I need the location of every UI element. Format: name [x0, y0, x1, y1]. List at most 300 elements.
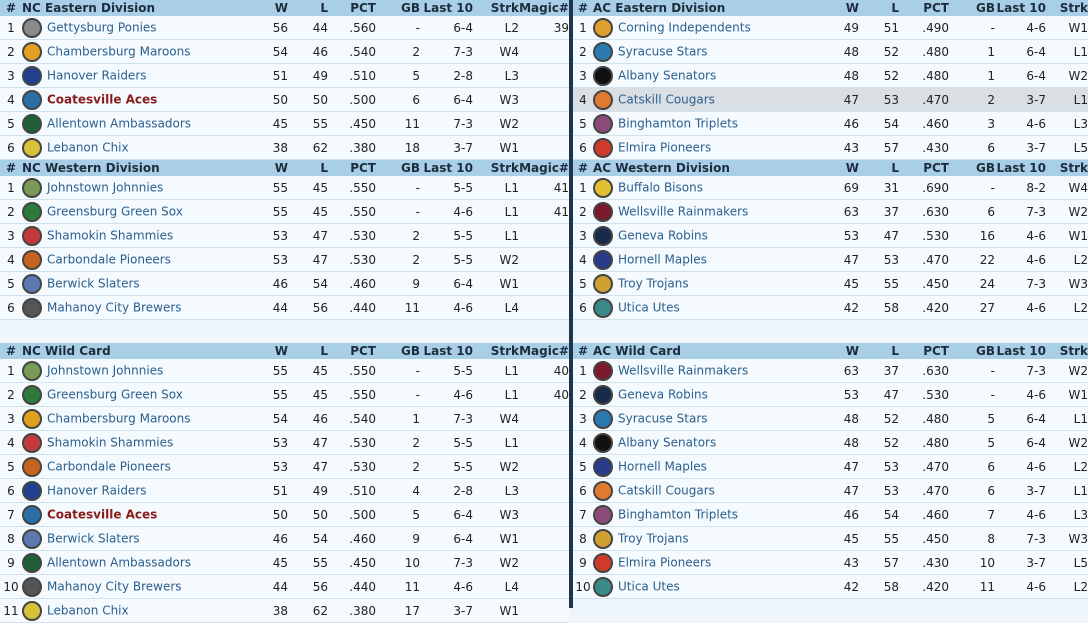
team-name-link[interactable]: Geneva Robins: [618, 228, 708, 242]
team-last10: 3-7: [995, 136, 1046, 160]
team-name-link[interactable]: Johnstown Johnnies: [47, 180, 164, 194]
team-name-link[interactable]: Gettysburg Ponies: [47, 20, 157, 34]
team-games-back: 6: [949, 455, 995, 479]
team-wins: 47: [821, 479, 859, 503]
team-cell: [22, 503, 248, 527]
team-cell: [593, 136, 821, 160]
team-last10: 6-4: [420, 16, 473, 40]
team-wins: 38: [248, 599, 288, 623]
team-row[interactable]: [0, 40, 569, 64]
team-row[interactable]: [0, 503, 569, 527]
team-logo-icon: [22, 433, 42, 453]
team-row[interactable]: [0, 575, 569, 599]
team-name-link[interactable]: Carbondale Pioneers: [47, 459, 171, 473]
team-last10: 4-6: [420, 296, 473, 320]
team-row[interactable]: [573, 527, 1088, 551]
team-rank: 4: [573, 248, 593, 272]
team-row[interactable]: [573, 16, 1088, 40]
team-cell: [22, 64, 248, 88]
team-pct: .460: [899, 112, 949, 136]
team-name-link[interactable]: Berwick Slaters: [47, 276, 140, 290]
team-losses: 51: [859, 16, 899, 40]
team-row[interactable]: [0, 383, 569, 407]
team-last10: 4-6: [995, 455, 1046, 479]
team-cell: [22, 431, 248, 455]
team-pct: .450: [328, 551, 376, 575]
team-rank: 1: [573, 359, 593, 383]
team-cell: [22, 527, 248, 551]
team-row[interactable]: [0, 272, 569, 296]
team-last10: 5-5: [420, 224, 473, 248]
team-cell: [593, 248, 821, 272]
team-name-link[interactable]: Syracuse Stars: [618, 44, 708, 58]
team-name-link[interactable]: Allentown Ambassadors: [47, 555, 192, 569]
team-rank: 6: [0, 136, 22, 160]
team-pct: .480: [899, 64, 949, 88]
team-name-link[interactable]: Lebanon Chix: [47, 603, 129, 617]
team-games-back: 4: [376, 479, 420, 503]
team-streak: L1: [473, 224, 519, 248]
team-name-link[interactable]: Corning Independents: [618, 20, 751, 34]
team-rank: 1: [0, 176, 22, 200]
team-rank: 6: [573, 479, 593, 503]
team-logo-icon: [22, 18, 42, 38]
col-header-rank: #: [573, 343, 593, 359]
team-row[interactable]: [0, 296, 569, 320]
team-name-link[interactable]: Carbondale Pioneers: [47, 252, 171, 266]
team-rank: 4: [0, 88, 22, 112]
team-wins: 51: [248, 64, 288, 88]
team-row[interactable]: [0, 248, 569, 272]
team-last10: 7-3: [995, 527, 1046, 551]
team-streak: L2: [1046, 455, 1088, 479]
ac-standings-table: [573, 0, 1088, 599]
team-name-link[interactable]: Berwick Slaters: [47, 531, 140, 545]
team-row[interactable]: [573, 479, 1088, 503]
team-losses: 49: [288, 64, 328, 88]
team-name-link[interactable]: Albany Senators: [618, 435, 717, 449]
team-games-back: 24: [949, 272, 995, 296]
team-rank: 2: [0, 40, 22, 64]
team-pct: .380: [328, 599, 376, 623]
team-rank: 6: [0, 296, 22, 320]
team-last10: 5-5: [420, 455, 473, 479]
team-games-back: -: [376, 359, 420, 383]
team-streak: W1: [1046, 383, 1088, 407]
team-games-back: 5: [949, 431, 995, 455]
team-name-link[interactable]: Catskill Cougars: [618, 483, 715, 497]
team-pct: .450: [899, 272, 949, 296]
team-logo-icon: [22, 90, 42, 110]
team-games-back: 6: [376, 88, 420, 112]
team-streak: W3: [473, 88, 519, 112]
col-header-last10: Last 10: [420, 343, 473, 359]
team-wins: 46: [821, 503, 859, 527]
team-name-link[interactable]: Buffalo Bisons: [618, 180, 703, 194]
team-row[interactable]: [0, 224, 569, 248]
team-last10: 5-5: [420, 359, 473, 383]
team-wins: 54: [248, 40, 288, 64]
team-games-back: 2: [376, 224, 420, 248]
team-last10: 7-3: [420, 40, 473, 64]
team-pct: .430: [899, 551, 949, 575]
team-pct: .460: [328, 527, 376, 551]
team-losses: 46: [288, 40, 328, 64]
team-name-link[interactable]: Johnstown Johnnies: [47, 363, 164, 377]
team-name-link[interactable]: Shamokin Shammies: [47, 435, 174, 449]
team-last10: 4-6: [995, 112, 1046, 136]
team-losses: 56: [288, 296, 328, 320]
team-streak: L4: [473, 575, 519, 599]
team-streak: W1: [473, 272, 519, 296]
team-losses: 47: [288, 455, 328, 479]
team-name-link[interactable]: Coatesville Aces: [47, 507, 158, 521]
team-losses: 53: [859, 455, 899, 479]
team-row[interactable]: [0, 64, 569, 88]
team-rank: 4: [0, 431, 22, 455]
team-pct: .510: [328, 64, 376, 88]
team-last10: 4-6: [420, 383, 473, 407]
section-header: [0, 0, 569, 16]
team-row[interactable]: [573, 296, 1088, 320]
team-wins: 55: [248, 200, 288, 224]
team-row[interactable]: [0, 455, 569, 479]
col-header-magic: Magic#: [519, 161, 569, 175]
team-last10: 2-8: [420, 64, 473, 88]
team-last10: 8-2: [995, 176, 1046, 200]
team-row[interactable]: [573, 431, 1088, 455]
team-magic-number: [519, 40, 569, 64]
team-rank: 3: [573, 224, 593, 248]
team-cell: [593, 575, 821, 599]
team-streak: W2: [473, 112, 519, 136]
team-logo-icon: [593, 114, 613, 134]
team-wins: 48: [821, 40, 859, 64]
team-last10: 6-4: [995, 40, 1046, 64]
team-row[interactable]: [0, 431, 569, 455]
team-magic-number: 39: [519, 16, 569, 40]
team-games-back: 11: [376, 112, 420, 136]
team-losses: 47: [288, 248, 328, 272]
team-name-link[interactable]: Coatesville Aces: [47, 92, 158, 106]
spacer-row: [573, 320, 1088, 344]
spacer-row: [0, 320, 569, 344]
team-losses: 55: [859, 272, 899, 296]
team-name-link[interactable]: Utica Utes: [618, 300, 680, 314]
team-row[interactable]: [0, 112, 569, 136]
team-name-link[interactable]: Hanover Raiders: [47, 68, 147, 82]
team-last10: 7-3: [420, 551, 473, 575]
team-row[interactable]: [573, 383, 1088, 407]
team-rank: 9: [0, 551, 22, 575]
team-row[interactable]: [0, 16, 569, 40]
team-logo-icon: [22, 42, 42, 62]
team-pct: .500: [328, 88, 376, 112]
team-name-link[interactable]: Utica Utes: [618, 579, 680, 593]
team-losses: 47: [288, 431, 328, 455]
team-magic-number: [519, 455, 569, 479]
team-rank: 3: [573, 407, 593, 431]
team-row[interactable]: [573, 503, 1088, 527]
team-name-link[interactable]: Wellsville Rainmakers: [618, 204, 749, 218]
team-row[interactable]: [573, 112, 1088, 136]
team-rank: 10: [0, 575, 22, 599]
team-row[interactable]: [0, 599, 569, 623]
team-losses: 55: [288, 112, 328, 136]
team-last10: 3-7: [420, 599, 473, 623]
section-header: [0, 343, 569, 359]
team-row[interactable]: [0, 88, 569, 112]
team-name-link[interactable]: Hanover Raiders: [47, 483, 147, 497]
team-wins: 43: [821, 136, 859, 160]
team-last10: 7-3: [995, 200, 1046, 224]
col-header-magic: Magic#: [519, 344, 569, 358]
team-wins: 48: [821, 64, 859, 88]
team-pct: .630: [899, 200, 949, 224]
team-row[interactable]: [573, 551, 1088, 575]
col-header-pct: PCT: [899, 0, 949, 16]
team-pct: .530: [328, 248, 376, 272]
team-magic-number: [519, 599, 569, 623]
team-streak: L1: [473, 383, 519, 407]
team-pct: .540: [328, 407, 376, 431]
team-row[interactable]: [573, 64, 1088, 88]
team-logo-icon: [593, 409, 613, 429]
team-name-link[interactable]: Troy Trojans: [618, 531, 689, 545]
team-games-back: 5: [949, 407, 995, 431]
team-logo-icon: [593, 457, 613, 477]
team-logo-icon: [22, 529, 42, 549]
team-wins: 45: [821, 527, 859, 551]
team-pct: .550: [328, 359, 376, 383]
team-last10: 7-3: [420, 112, 473, 136]
team-losses: 54: [859, 112, 899, 136]
team-streak: L3: [473, 479, 519, 503]
team-name-link[interactable]: Binghamton Triplets: [618, 507, 739, 521]
team-last10: 5-5: [420, 431, 473, 455]
team-pct: .530: [899, 224, 949, 248]
team-row[interactable]: [0, 136, 569, 160]
team-games-back: 2: [376, 248, 420, 272]
team-logo-icon: [593, 66, 613, 86]
section-title: AC Eastern Division: [593, 0, 821, 16]
team-wins: 49: [821, 16, 859, 40]
team-row[interactable]: [573, 248, 1088, 272]
team-games-back: 3: [949, 112, 995, 136]
team-name-link[interactable]: Greensburg Green Sox: [47, 204, 183, 218]
team-games-back: -: [949, 16, 995, 40]
team-logo-icon: [22, 505, 42, 525]
team-logo-icon: [22, 409, 42, 429]
team-name-link[interactable]: Allentown Ambassadors: [47, 116, 192, 130]
team-logo-icon: [593, 202, 613, 222]
team-name-link[interactable]: Shamokin Shammies: [47, 228, 174, 242]
team-pct: .690: [899, 176, 949, 200]
team-row[interactable]: [573, 407, 1088, 431]
team-losses: 47: [288, 224, 328, 248]
team-games-back: 10: [376, 551, 420, 575]
team-games-back: 1: [949, 64, 995, 88]
team-rank: 2: [0, 383, 22, 407]
team-name-link[interactable]: Mahanoy City Brewers: [47, 579, 182, 593]
team-name-link[interactable]: Lebanon Chix: [47, 140, 129, 154]
team-streak: W4: [473, 40, 519, 64]
team-name-link[interactable]: Chambersburg Maroons: [47, 44, 191, 58]
team-rank: 2: [573, 200, 593, 224]
team-pct: .530: [328, 431, 376, 455]
team-wins: 42: [821, 296, 859, 320]
team-name-link[interactable]: Hornell Maples: [618, 459, 707, 473]
team-last10: 4-6: [995, 575, 1046, 599]
team-row[interactable]: [0, 479, 569, 503]
col-header-wins: W: [821, 0, 859, 16]
team-cell: [593, 503, 821, 527]
team-last10: 4-6: [995, 383, 1046, 407]
team-row[interactable]: [573, 176, 1088, 200]
team-row[interactable]: [573, 40, 1088, 64]
team-pct: .560: [328, 16, 376, 40]
team-row[interactable]: [573, 359, 1088, 383]
team-row[interactable]: [0, 407, 569, 431]
team-name-link[interactable]: Elmira Pioneers: [618, 555, 712, 569]
team-name-link[interactable]: Syracuse Stars: [618, 411, 708, 425]
team-logo-icon: [593, 90, 613, 110]
team-name-link[interactable]: Elmira Pioneers: [618, 140, 712, 154]
team-logo-icon: [593, 481, 613, 501]
col-header-streak: Strk: [1046, 160, 1088, 177]
team-rank: 5: [0, 455, 22, 479]
team-row[interactable]: [573, 455, 1088, 479]
team-magic-number: [519, 248, 569, 272]
team-row[interactable]: [0, 200, 569, 224]
team-name-link[interactable]: Catskill Cougars: [618, 92, 715, 106]
team-games-back: 7: [949, 503, 995, 527]
team-games-back: 22: [949, 248, 995, 272]
team-name-link[interactable]: Troy Trojans: [618, 276, 689, 290]
team-rank: 3: [573, 64, 593, 88]
team-row[interactable]: [0, 551, 569, 575]
team-magic-number: [519, 527, 569, 551]
team-logo-icon: [593, 298, 613, 318]
team-logo-icon: [593, 178, 613, 198]
team-name-link[interactable]: Mahanoy City Brewers: [47, 300, 182, 314]
team-pct: .630: [899, 359, 949, 383]
team-row[interactable]: [573, 575, 1088, 599]
team-name-link[interactable]: Wellsville Rainmakers: [618, 363, 749, 377]
team-streak: W2: [473, 455, 519, 479]
team-name-link[interactable]: Chambersburg Maroons: [47, 411, 191, 425]
team-logo-icon: [593, 18, 613, 38]
team-wins: 42: [821, 575, 859, 599]
team-games-back: 5: [376, 503, 420, 527]
team-rank: 1: [573, 176, 593, 200]
team-cell: [22, 296, 248, 320]
team-rank: 11: [0, 599, 22, 623]
team-streak: W1: [473, 527, 519, 551]
team-games-back: 2: [376, 431, 420, 455]
team-games-back: 8: [949, 527, 995, 551]
team-losses: 53: [859, 248, 899, 272]
team-cell: [22, 136, 248, 160]
team-losses: 46: [288, 407, 328, 431]
col-header-wins: W: [821, 160, 859, 177]
team-losses: 62: [288, 599, 328, 623]
team-streak: L1: [473, 359, 519, 383]
team-name-link[interactable]: Hornell Maples: [618, 252, 707, 266]
team-streak: L2: [473, 16, 519, 40]
team-streak: L1: [473, 200, 519, 224]
team-row[interactable]: [0, 527, 569, 551]
team-row[interactable]: [573, 224, 1088, 248]
team-cell: [22, 112, 248, 136]
team-wins: 47: [821, 88, 859, 112]
team-row[interactable]: [0, 359, 569, 383]
team-streak: W1: [1046, 16, 1088, 40]
team-row[interactable]: [573, 136, 1088, 160]
team-pct: .550: [328, 200, 376, 224]
team-magic-number: 40: [519, 383, 569, 407]
team-logo-icon: [22, 66, 42, 86]
team-streak: L2: [1046, 296, 1088, 320]
team-name-link[interactable]: Albany Senators: [618, 68, 717, 82]
team-last10: 4-6: [420, 200, 473, 224]
team-name-link[interactable]: Binghamton Triplets: [618, 116, 739, 130]
team-streak: L2: [1046, 248, 1088, 272]
team-pct: .510: [328, 479, 376, 503]
team-rank: 6: [573, 136, 593, 160]
team-games-back: 1: [949, 40, 995, 64]
team-name-link[interactable]: Geneva Robins: [618, 387, 708, 401]
team-row[interactable]: [0, 176, 569, 200]
team-cell: [22, 16, 248, 40]
col-header-rank: #: [0, 160, 22, 177]
team-streak: L1: [473, 176, 519, 200]
team-games-back: 16: [949, 224, 995, 248]
team-last10: 3-7: [420, 136, 473, 160]
team-logo-icon: [22, 298, 42, 318]
col-header-losses: L: [859, 0, 899, 16]
team-last10: 6-4: [995, 431, 1046, 455]
team-row[interactable]: [573, 272, 1088, 296]
team-streak: W2: [473, 248, 519, 272]
col-header-magic: Magic#: [519, 1, 569, 15]
team-cell: [22, 599, 248, 623]
team-row[interactable]: [573, 88, 1088, 112]
team-cell: [593, 527, 821, 551]
team-losses: 37: [859, 200, 899, 224]
team-games-back: -: [949, 176, 995, 200]
team-losses: 52: [859, 40, 899, 64]
team-magic-number: 41: [519, 176, 569, 200]
team-streak: W1: [473, 136, 519, 160]
team-rank: 1: [0, 359, 22, 383]
team-row[interactable]: [573, 200, 1088, 224]
team-wins: 47: [821, 455, 859, 479]
team-rank: 5: [0, 112, 22, 136]
team-name-link[interactable]: Greensburg Green Sox: [47, 387, 183, 401]
team-magic-number: [519, 431, 569, 455]
team-cell: [593, 383, 821, 407]
team-wins: 54: [248, 407, 288, 431]
team-wins: 48: [821, 431, 859, 455]
team-pct: .380: [328, 136, 376, 160]
ac-standings-panel: [573, 0, 1088, 608]
team-wins: 63: [821, 359, 859, 383]
team-wins: 69: [821, 176, 859, 200]
team-wins: 53: [248, 431, 288, 455]
team-last10: 6-4: [420, 503, 473, 527]
team-magic-number: [519, 272, 569, 296]
